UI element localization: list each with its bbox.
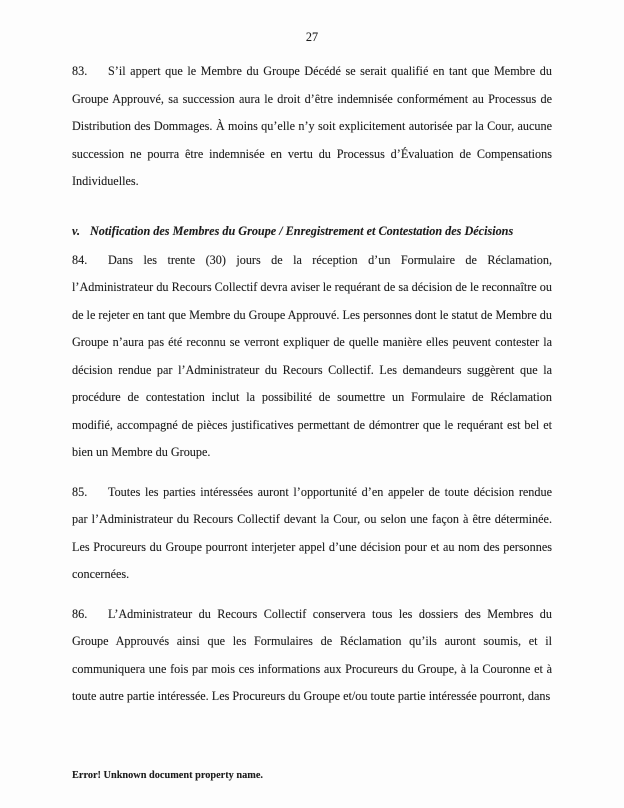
- paragraph-84: [72, 247, 552, 467]
- paragraph-86: [72, 601, 552, 711]
- paragraph-85: [72, 479, 552, 589]
- paragraph-83-text: S’il appert que le Membre du Groupe Décédé se serait qualifié en tant que Membre du Groupe Approuvé, sa succession aura le droit d’être indemnisée conformément au Processus de Distribution des Dommages. À moins qu’elle n’y soit explicitement autorisée par la Cour, aucune succession ne pourra être indemnisée en vertu du Processus d’Évaluation de Compensations Individuelles.: [72, 64, 552, 188]
- section-heading-number: v.: [72, 223, 81, 238]
- paragraph-83-number: 83.: [72, 64, 88, 78]
- paragraph-84-text: Dans les trente (30) jours de la réception d’un Formulaire de Réclamation, l’Administrateur du Recours Collectif devra aviser le requérant de sa décision de le reconnaître ou de le rejeter en tant que Membre du Groupe Approuvé. Les personnes dont le statut de Membre du Groupe n’aura pas été reconnu se verront expliquer de quelle manière elles peuvent contester la décision rendue par l’Administrateur du Recours Collectif. Les demandeurs suggèrent que la procédure de contestation inclut la possibilité de soumettre un Formulaire de Réclamation modifié, accompagné de pièces justificatives permettant de démontrer que le requérant est bel et bien un Membre du Groupe.: [72, 252, 552, 459]
- paragraph-86-number: 86.: [72, 606, 88, 621]
- paragraph-86-text: L’Administrateur du Recours Collectif conservera tous les dossiers des Membres du Groupe Approuvés ainsi que les Formulaires de Réclamation qu’ils auront soumis, et il communiquera une fois par mois ces informations aux Procureurs du Groupe, à la Couronne et à toute autre partie intéressée. Les Procureurs du Groupe et/ou toute partie intéressée pourront, dans: [72, 606, 552, 703]
- paragraph-83: [72, 58, 552, 196]
- paragraph-85-number: 85.: [72, 484, 88, 499]
- paragraph-85-text: Toutes les parties intéressées auront l’opportunité d’en appeler de toute décision rendue par l’Administrateur du Recours Collectif devant la Cour, ou selon une façon à être déterminée. Les Procureurs du Groupe pourront interjeter appel d’une décision pour et au nom des personnes concernées.: [72, 484, 552, 581]
- section-heading-v: [72, 221, 552, 241]
- page-number: 27: [305, 30, 319, 44]
- footer-field-error-text: Error! Unknown document property name.: [72, 770, 263, 781]
- paragraph-84-number: 84.: [72, 252, 88, 267]
- document-body: [72, 58, 552, 711]
- section-heading-text: Notification des Membres du Groupe / Enregistrement et Contestation des Décisions: [90, 223, 514, 238]
